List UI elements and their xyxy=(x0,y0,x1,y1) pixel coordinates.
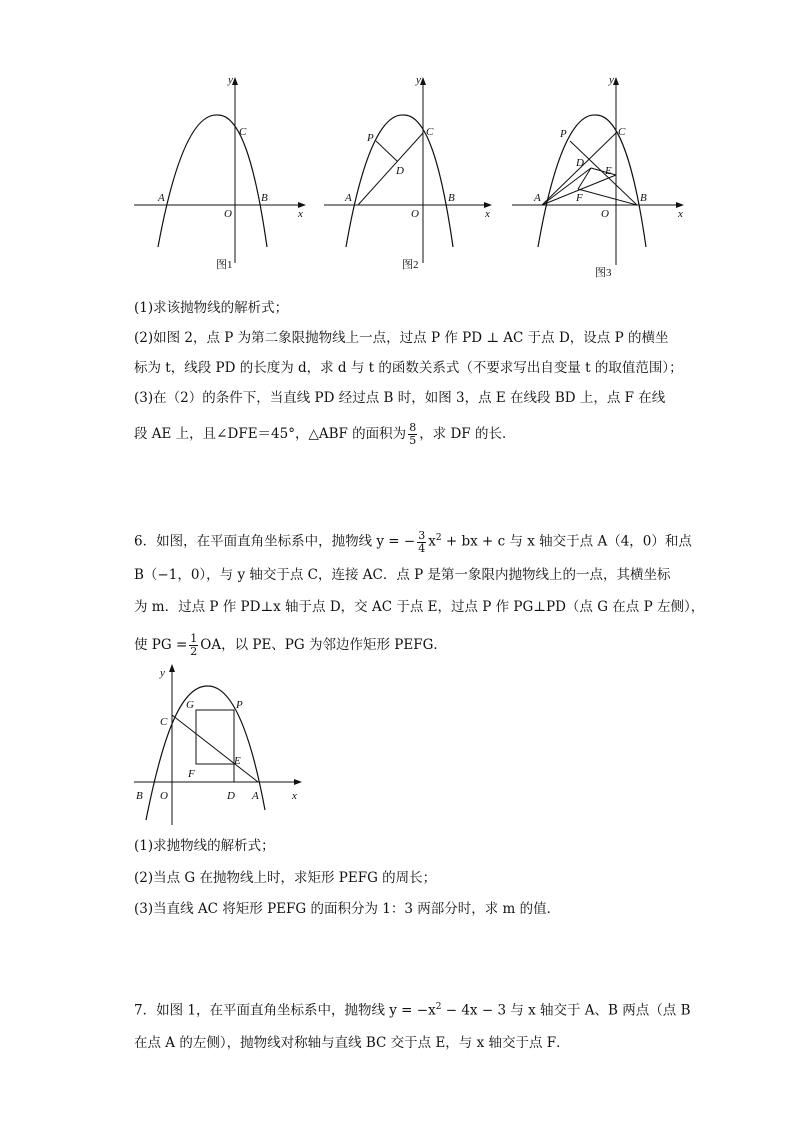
label-E: E xyxy=(605,165,612,177)
x-axis-arrow xyxy=(294,779,302,785)
segment-CA xyxy=(172,715,258,782)
segment-PD xyxy=(376,141,397,161)
q6-line3: 为 m．过点 P 作 PD⊥x 轴于点 D，交 AC 于点 E，过点 P 作 PG⊥PD（点 G 在点 P 左侧）， xyxy=(134,599,705,615)
fraction-3-4 xyxy=(417,530,426,555)
q5-part3-line1: (3)在（2）的条件下，当直线 PD 经过点 B 时，如图 3，点 E 在线段 BD 上，点 F 在线 xyxy=(134,390,666,406)
q6-line1a: 6．如图，在平面直角坐标系中，抛物线 y = − xyxy=(134,533,416,550)
label-D: D xyxy=(396,165,404,177)
label-y-axis: y xyxy=(416,74,421,86)
label-A: A xyxy=(534,192,541,204)
frac-num: 8 xyxy=(409,421,417,434)
label-D: D xyxy=(227,790,235,802)
label-x-axis: x xyxy=(292,790,297,802)
label-x-axis: x xyxy=(485,208,490,220)
label-F: F xyxy=(576,192,583,204)
label-A: A xyxy=(252,790,259,802)
q6-line1b: x xyxy=(428,533,436,550)
label-B: B xyxy=(136,790,143,802)
label-F: F xyxy=(188,768,195,780)
figure-2 xyxy=(320,75,500,275)
q6-part2: (2)当点 G 在抛物线上时，求矩形 PEFG 的周长； xyxy=(134,870,437,886)
fraction-1-2 xyxy=(189,633,198,658)
label-G: G xyxy=(186,699,194,711)
q6-part3: (3)当直线 AC 将矩形 PEFG 的面积分为 1：3 两部分时，求 m 的值． xyxy=(134,901,561,917)
label-C: C xyxy=(160,716,168,728)
q7-line1b: − 4x − 3 与 x 轴交于 A、B 两点（点 B xyxy=(441,1002,691,1019)
q6-line4b: OA，以 PE、PG 为邻边作矩形 PEFG． xyxy=(200,637,447,653)
label-O: O xyxy=(160,790,168,802)
q6-line4a: 使 PG = xyxy=(134,637,188,653)
label-O: O xyxy=(411,208,419,220)
parabola xyxy=(346,115,453,247)
frac-den: 4 xyxy=(418,541,426,555)
label-P: P xyxy=(236,699,243,711)
frac-den: 5 xyxy=(409,434,417,447)
q5-part2-line2: 标为 t，线段 PD 的长度为 d，求 d 与 t 的函数关系式（不要求写出自变量 t 的取值范围）； xyxy=(134,360,683,376)
frac-num: 1 xyxy=(190,632,198,645)
label-E: E xyxy=(234,755,241,767)
label-C: C xyxy=(618,126,626,138)
segment-AD xyxy=(542,168,591,205)
label-B: B xyxy=(261,192,268,204)
label-y-axis: y xyxy=(609,74,614,86)
label-O: O xyxy=(601,208,609,220)
q6-line1c: + bx + c 与 x 轴交于点 A（4，0）和点 xyxy=(441,533,692,550)
q6-line1 xyxy=(134,528,692,555)
y-axis-arrow xyxy=(232,77,238,85)
label-A: A xyxy=(158,192,165,204)
figure-3 xyxy=(508,75,688,280)
y-axis-arrow xyxy=(169,664,175,672)
parabola xyxy=(538,115,646,247)
q6-line4 xyxy=(134,633,447,658)
q5-part3-line2 xyxy=(134,422,515,447)
frac-den: 2 xyxy=(190,645,198,658)
caption-fig2: 图2 xyxy=(402,259,419,271)
q7-line1 xyxy=(134,997,690,1021)
label-x-axis: x xyxy=(298,208,303,220)
label-P: P xyxy=(560,128,567,140)
q6-figure xyxy=(130,660,310,830)
label-B: B xyxy=(640,192,647,204)
label-y-axis: y xyxy=(160,667,165,679)
y-axis-arrow xyxy=(420,77,426,85)
q6-line2: B（−1，0），与 y 轴交于点 C，连接 AC．点 P 是第一象限内抛物线上的一点，其横坐标 xyxy=(134,567,671,583)
label-x-axis: x xyxy=(678,208,683,220)
q7-line1a: 7．如图 1，在平面直角坐标系中，抛物线 y = −x xyxy=(134,1002,436,1019)
label-B: B xyxy=(448,192,455,204)
figure-1 xyxy=(130,75,310,275)
label-C: C xyxy=(426,126,434,138)
q5-part1: (1)求该抛物线的解析式； xyxy=(134,300,289,316)
label-P: P xyxy=(367,132,374,144)
parabola xyxy=(158,115,267,247)
fraction-8-5 xyxy=(408,422,417,447)
q5-part3-line2a: 段 AE 上，且∠DFE＝45°，△ABF 的面积为 xyxy=(134,426,407,442)
q6-part1: (1)求抛物线的解析式； xyxy=(134,838,275,854)
caption-fig1: 图1 xyxy=(216,259,233,271)
label-y-axis: y xyxy=(228,74,233,86)
label-C: C xyxy=(239,126,247,138)
segment-DE xyxy=(591,168,616,175)
q7-line2: 在点 A 的左侧），抛物线对称轴与直线 BC 交于点 E，与 x 轴交于点 F． xyxy=(134,1035,570,1051)
frac-num: 3 xyxy=(418,528,426,542)
q5-part2-line1: (2)如图 2，点 P 为第二象限抛物线上一点，过点 P 作 PD ⊥ AC 于点 D，设点 P 的横坐 xyxy=(134,330,669,346)
rectangle-PEFG xyxy=(196,710,234,764)
q6-line1-sup: 2 xyxy=(435,533,442,543)
caption-fig3: 图3 xyxy=(595,267,612,279)
q7-line1-sup: 2 xyxy=(435,1002,442,1012)
label-D: D xyxy=(576,157,584,169)
y-axis-arrow xyxy=(613,77,619,85)
q5-part3-line2b: ，求 DF 的长． xyxy=(419,426,516,442)
label-O: O xyxy=(224,208,232,220)
label-A: A xyxy=(345,192,352,204)
